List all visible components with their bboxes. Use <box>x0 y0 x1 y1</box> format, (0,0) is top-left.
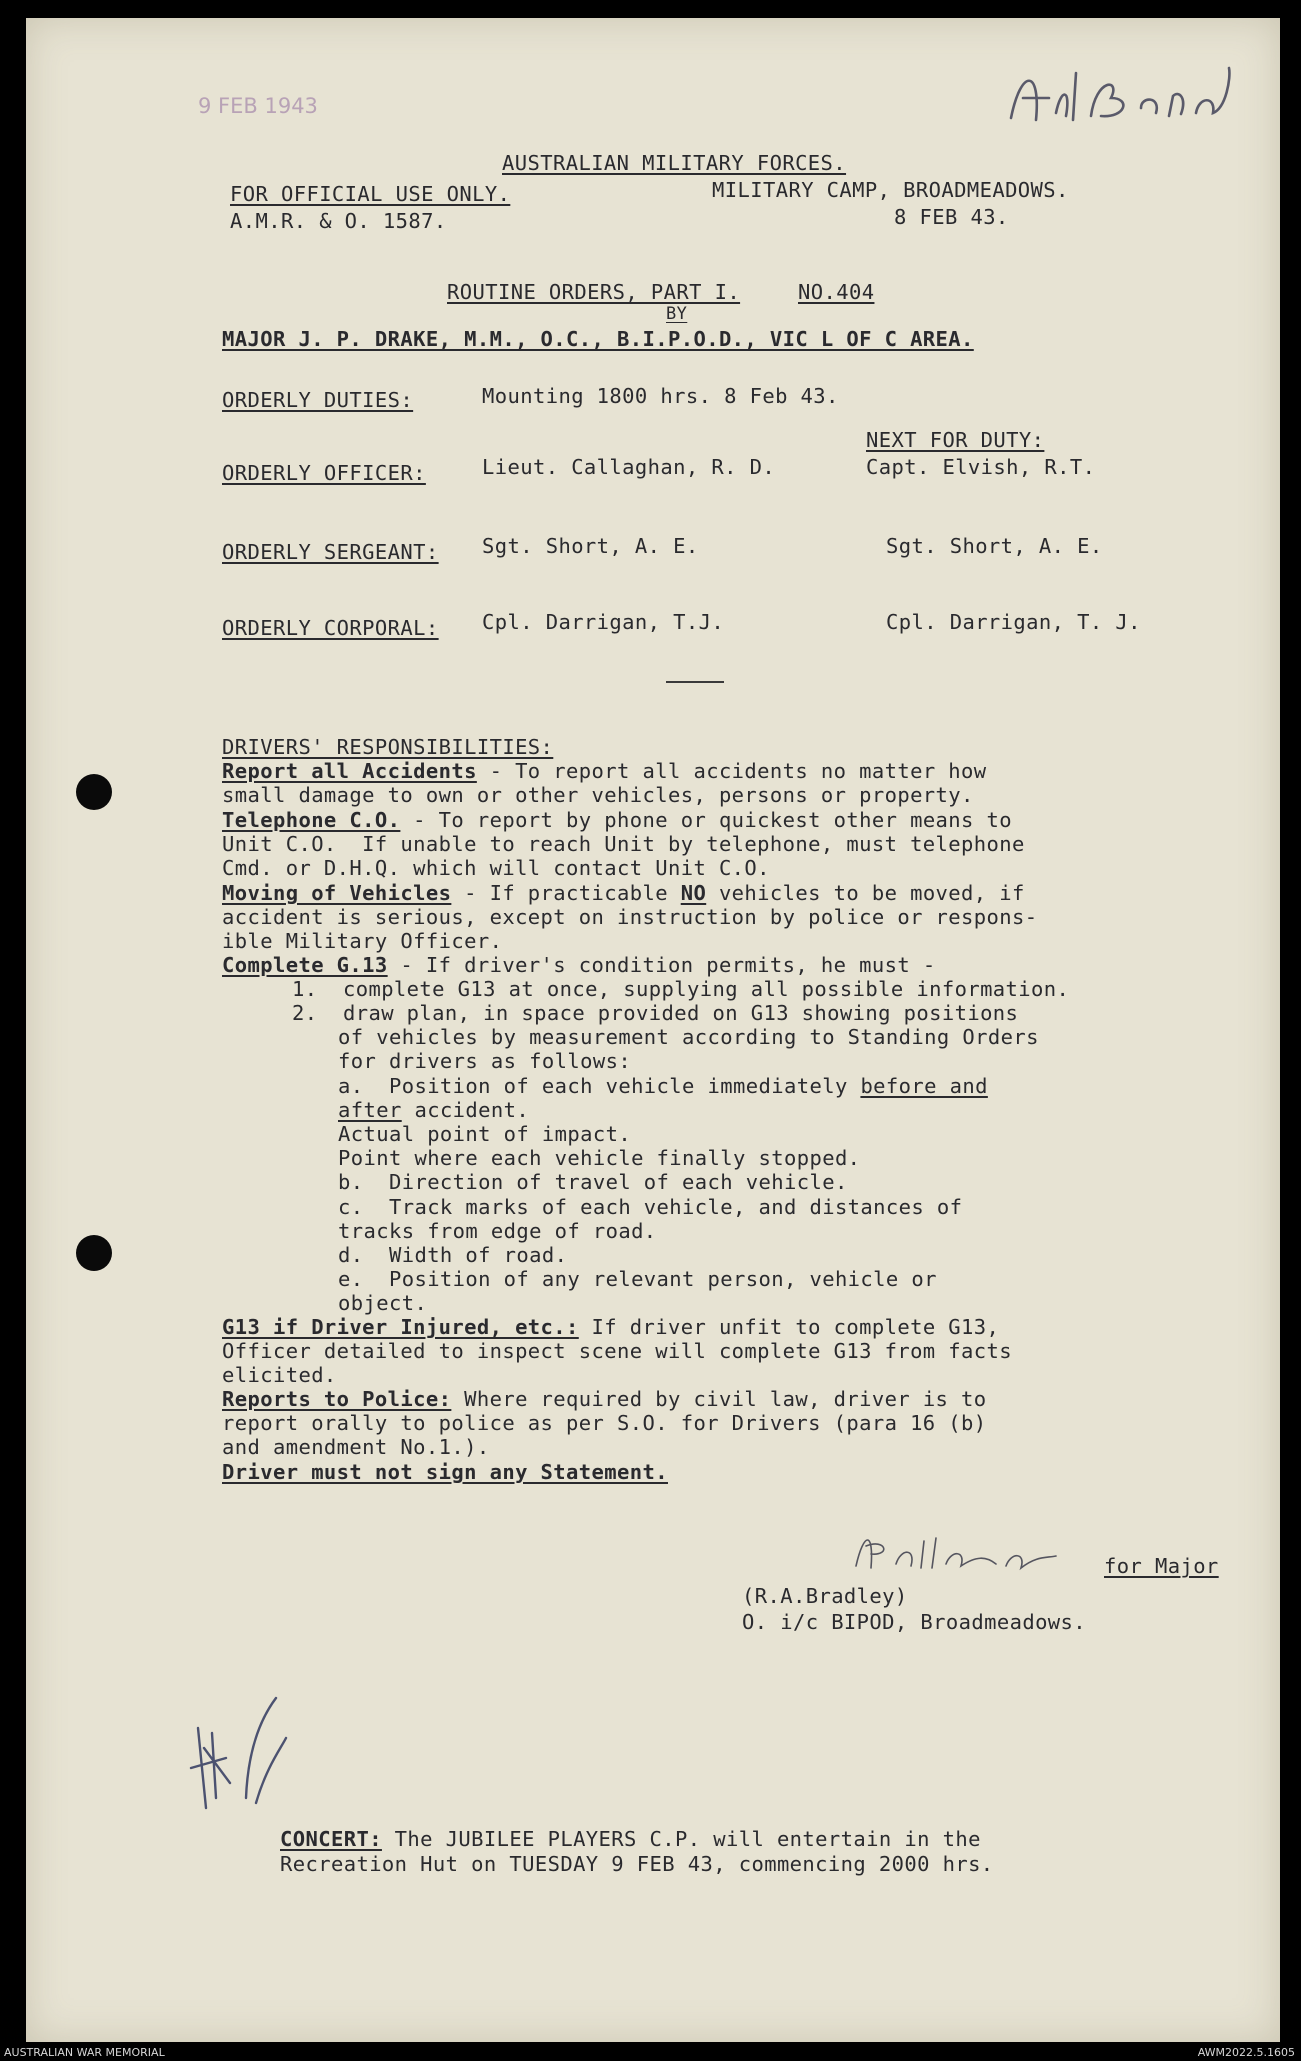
footer-right: AWM2022.5.1605 <box>1197 2046 1295 2059</box>
g13-a-emph: before and <box>860 1074 988 1098</box>
police-text: Where required by civil law, driver is to <box>451 1387 987 1411</box>
injured-line <box>222 1315 999 1339</box>
moving-heading: Moving of Vehicles <box>222 881 452 905</box>
phone-line-2: Unit C.O. If unable to reach Unit by telephone, must telephone <box>222 832 1025 856</box>
injured-line-2: Officer detailed to inspect scene will complete G13 from facts <box>222 1339 1013 1363</box>
mounting-time: Mounting 1800 hrs. 8 Feb 43. <box>482 384 839 408</box>
police-line-2: report orally to police as per S.O. for Drivers (para 16 (b) <box>222 1411 987 1435</box>
g13-item-c2: tracks from edge of road. <box>338 1219 657 1243</box>
g13-item-e2: object. <box>338 1291 428 1315</box>
g13-item-a4: Point where each vehicle finally stopped. <box>338 1146 861 1170</box>
next-for-duty-heading: NEXT FOR DUTY: <box>866 428 1045 452</box>
g13-text: - If driver's condition permits, he must - <box>387 953 936 977</box>
injured-text: If driver unfit to complete G13, <box>578 1315 1000 1339</box>
concert-text: The JUBILEE PLAYERS C.P. will entertain in the <box>381 1827 981 1851</box>
header-title: AUSTRALIAN MILITARY FORCES. <box>502 151 847 175</box>
duty-role: ORDERLY SERGEANT: <box>222 540 439 564</box>
duty-role: ORDERLY OFFICER: <box>222 461 426 485</box>
amr-reference: A.M.R. & O. 1587. <box>230 209 447 233</box>
camp-name: MILITARY CAMP, BROADMEADOWS. <box>712 178 1069 202</box>
police-line <box>222 1387 987 1411</box>
punch-hole <box>76 774 112 810</box>
phone-heading: Telephone C.O. <box>222 808 401 832</box>
duties-heading: ORDERLY DUTIES: <box>222 388 414 412</box>
orders-title: ROUTINE ORDERS, PART I. <box>447 280 741 304</box>
concert-line-2: Recreation Hut on TUESDAY 9 FEB 43, commencing 2000 hrs. <box>280 1852 994 1876</box>
orders-issuer: MAJOR J. P. DRAKE, M.M., O.C., B.I.P.O.D., VIC L OF C AREA. <box>222 327 974 351</box>
handwritten-signature <box>846 1526 1096 1576</box>
moving-line-3: ible Military Officer. <box>222 929 503 953</box>
moving-text: vehicles to be moved, if <box>706 881 1025 905</box>
drivers-heading: DRIVERS' RESPONSIBILITIES: <box>222 735 554 759</box>
report-line <box>222 759 987 783</box>
order-date: 8 FEB 43. <box>894 205 1009 229</box>
injured-line-3: elicited. <box>222 1363 337 1387</box>
document-page <box>26 18 1280 2042</box>
duty-current: Lieut. Callaghan, R. D. <box>482 455 776 479</box>
police-line-3: and amendment No.1.). <box>222 1435 490 1459</box>
duty-next: Cpl. Darrigan, T. J. <box>886 610 1141 634</box>
signatory-name: (R.A.Bradley) <box>742 1584 908 1608</box>
handwritten-initials <box>186 1688 306 1818</box>
g13-heading: Complete G.13 <box>222 953 388 977</box>
duty-current: Sgt. Short, A. E. <box>482 534 699 558</box>
signatory-title: O. i/c BIPOD, Broadmeadows. <box>742 1610 1087 1634</box>
phone-text: - To report by phone or quickest other means to <box>400 808 1013 832</box>
g13-item-1: 1. complete G13 at once, supplying all possible information. <box>292 977 1070 1001</box>
concert-heading: CONCERT: <box>280 1827 382 1851</box>
date-stamp: 9 FEB 1943 <box>198 94 318 118</box>
g13-item-d: d. Width of road. <box>338 1243 568 1267</box>
g13-item-2: 2. draw plan, in space provided on G13 showing positions <box>292 1001 1019 1025</box>
g13-item-c: c. Track marks of each vehicle, and distances of <box>338 1195 963 1219</box>
moving-no: NO <box>680 881 707 905</box>
police-heading: Reports to Police: <box>222 1387 452 1411</box>
handwritten-annotation <box>1001 58 1241 138</box>
g13-a2-emph: after <box>338 1098 402 1122</box>
g13-item-2b: of vehicles by measurement according to Standing Orders <box>338 1025 1039 1049</box>
punch-hole <box>76 1235 112 1271</box>
section-divider <box>666 681 724 683</box>
g13-a2-text: accident. <box>401 1098 530 1122</box>
duty-next: Capt. Elvish, R.T. <box>866 455 1096 479</box>
g13-item-a2 <box>338 1098 529 1122</box>
duty-next: Sgt. Short, A. E. <box>886 534 1103 558</box>
moving-text: - If practicable <box>451 881 681 905</box>
footer-left: AUSTRALIAN WAR MEMORIAL <box>4 2046 165 2059</box>
concert-line <box>280 1827 981 1851</box>
moving-line-2: accident is serious, except on instruction by police or respons- <box>222 905 1038 929</box>
report-line-2: small damage to own or other vehicles, persons or property. <box>222 783 974 807</box>
g13-item-e: e. Position of any relevant person, vehicle or <box>338 1267 937 1291</box>
g13-item-a <box>338 1074 988 1098</box>
phone-line <box>222 808 1012 832</box>
g13-line <box>222 953 936 977</box>
orders-by: BY <box>666 304 688 324</box>
phone-line-3: Cmd. or D.H.Q. which will contact Unit C.O. <box>222 856 770 880</box>
g13-item-2c: for drivers as follows: <box>338 1049 632 1073</box>
moving-line <box>222 881 1025 905</box>
no-sign-statement: Driver must not sign any Statement. <box>222 1460 668 1484</box>
orders-number: NO.404 <box>798 280 875 304</box>
official-use: FOR OFFICIAL USE ONLY. <box>230 182 511 206</box>
duty-role: ORDERLY CORPORAL: <box>222 616 439 640</box>
report-text: - To report all accidents no matter how <box>476 759 987 783</box>
signature-for: for Major <box>1104 1554 1219 1578</box>
report-heading: Report all Accidents <box>222 759 477 783</box>
injured-heading: G13 if Driver Injured, etc.: <box>222 1315 579 1339</box>
g13-item-b: b. Direction of travel of each vehicle. <box>338 1170 848 1194</box>
g13-item-a3: Actual point of impact. <box>338 1122 632 1146</box>
g13-a-text: a. Position of each vehicle immediately <box>338 1074 861 1098</box>
duty-current: Cpl. Darrigan, T.J. <box>482 610 725 634</box>
